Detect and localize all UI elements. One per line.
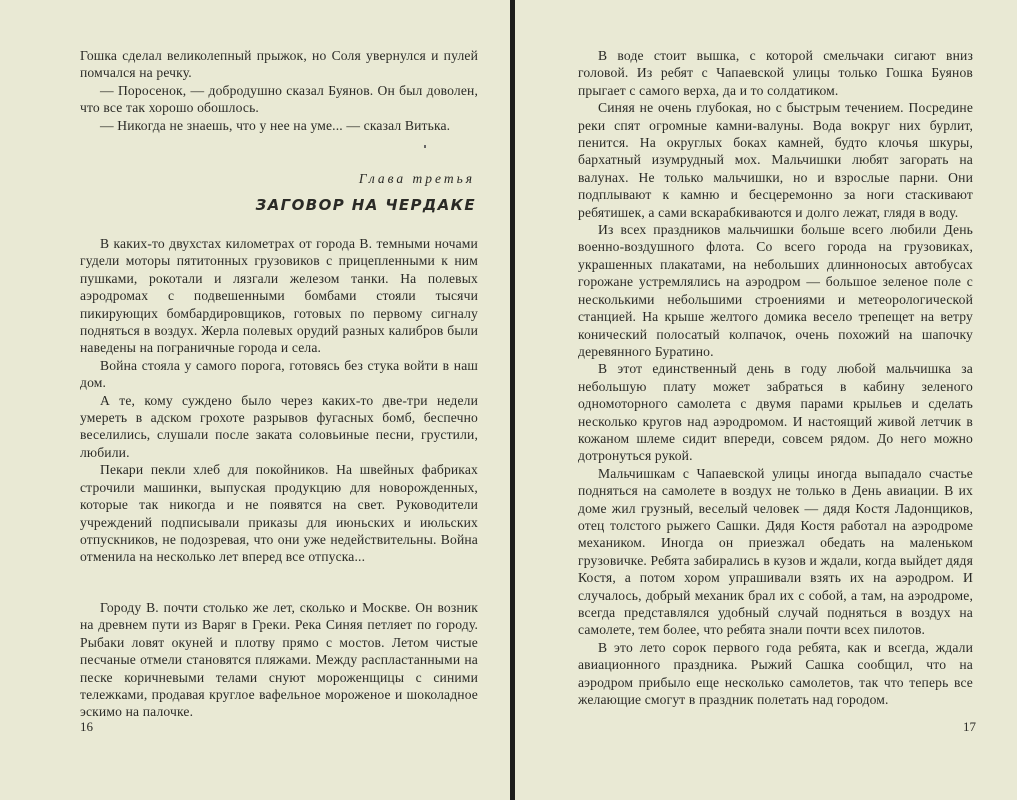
right-text: [578, 47, 973, 708]
paragraph: В это лето сорок первого года ребята, как и всегда, ждали авиационного праздника. Рыжий Сашка сообщил, что на аэродром прибыло еще несколько самолетов, так что теперь все желающие смогут в праздник полетать над городом.: [578, 639, 973, 708]
paragraph: Городу В. почти столько же лет, сколько и Москве. Он возник на древнем пути из Варяг в Греки. Река Синяя петляет по городу. Рыбаки ловят окуней и плотву прямо с мостов. Летом чистые песчаные отмели становятся пляжами. Между распластанными на песке коричневыми телами снуют мороженщицы с синими тележками, продавая круглое вафельное мороженое и шоколадное эскимо на палочке.: [80, 600, 478, 720]
paragraph: В этот единственный день в году любой мальчишка за небольшую плату может забраться в кабину зеленого одномоторного самолета с двумя парами крыльев и сделать несколько кругов над аэродромом. И настоящий живой летчик в кожаном шлеме сидит впереди, совсем рядом. До него можно дотронуться рукой.: [578, 361, 973, 464]
ink-dot: [424, 145, 426, 148]
paragraph: Пекари пекли хлеб для покойников. На швейных фабриках строчили машинки, выпуская продукцию для новорожденных, которые так никогда и не появятся на свет. Руководители учреждений подписывали приказы для июньских и июльских отпускников, не подозревая, что они уже недействительны. Война отменила на несколько лет вперед все отпуска...: [80, 462, 478, 565]
paragraph: В каких-то двухстах километрах от города В. темными ночами гудели моторы пятитонных грузовиков с прицепленными к ним пушками, рокотали и лязгали железом танки. На полевых аэродромах с подвешенными бомбами стояли тысячи пикирующих бомбардировщиков, готовых по первому сигналу подняться в воздух. Жерла полевых орудий разных калибров были наведены на пограничные города и села.: [80, 236, 478, 356]
chapter-label: Глава третья: [358, 171, 475, 186]
left-bottom-text: [80, 599, 478, 721]
right-page: [515, 0, 1017, 800]
paragraph: Синяя не очень глубокая, но с быстрым течением. Посредине реки спят огромные камни-валуны. Вода вокруг них бурлит, пенится. На округлых боках камней, будто клочья шкуры, бархатный изумрудный мох. Мальчишки любят загорать на валунах. Не только мальчишки, но и взрослые парни. Они подплывают к камню и бесцеремонно за ноги стаскивают ребятишек, а сами вскарабкиваются и долго лежат, глядя в воду.: [578, 100, 973, 220]
paragraph: Мальчишкам с Чапаевской улицы иногда выпадало счастье подняться на самолете в воздух не только в День авиации. В их доме жил грузный, веселый человек — дядя Костя Ладонщиков, отец толстого рыжего Сашки. Дядя Костя работал на аэродроме механиком. Иногда он приезжал обедать на маленьком грузовичке. Ребята забирались в кузов и ждали, когда выйдет дядя Костя, а потом хором упрашивали взять их на аэродром. И случалось, добрый механик брал их с собой, а там, на аэродроме, всегда представлялся удобный случай подняться в воздух на самолете, тем более, что ребята знали почти всех пилотов.: [578, 465, 973, 638]
left-body-text: [80, 235, 478, 566]
page-number: 16: [80, 719, 93, 734]
paragraph: Гошка сделал великолепный прыжок, но Соля увернулся и пулей помчался на речку.: [80, 48, 478, 81]
paragraph: Из всех праздников мальчишки больше всего любили День военно-воздушного флота. Со всего города на грузовиках, украшенных плакатами, на небольших длинноносых автобусах горожане устремлялись на аэродром — большое зеленое поле с несколькими небольшими строениями и метеорологической станцией. На крыше желтого домика весело трепещет на ветру конический полосатый колпачок, очень похожий на шапочку деревянного Буратино.: [578, 222, 973, 359]
left-top-text: [80, 47, 478, 134]
paragraph: В воде стоит вышка, с которой смельчаки сигают вниз головой. Из ребят с Чапаевской улицы только Гошка Буянов прыгает с самого верха, да и то солдатиком.: [578, 48, 973, 98]
paragraph: Война стояла у самого порога, готовясь без стука войти в наш дом.: [80, 357, 478, 391]
chapter-title: ЗАГОВОР НА ЧЕРДАКЕ: [255, 196, 476, 214]
paragraph: А те, кому суждено было через каких-то две-три недели умереть в адском грохоте разрывов фугасных бомб, беспечно веселились, слушали после заката соловьиные песни, грустили, любили.: [80, 392, 478, 460]
paragraph: — Поросенок, — добродушно сказал Буянов. Он был доволен, что все так хорошо обошлось.: [80, 82, 478, 116]
paragraph: — Никогда не знаешь, что у нее на уме... — сказал Витька.: [100, 117, 451, 133]
page-number: 17: [963, 719, 976, 734]
